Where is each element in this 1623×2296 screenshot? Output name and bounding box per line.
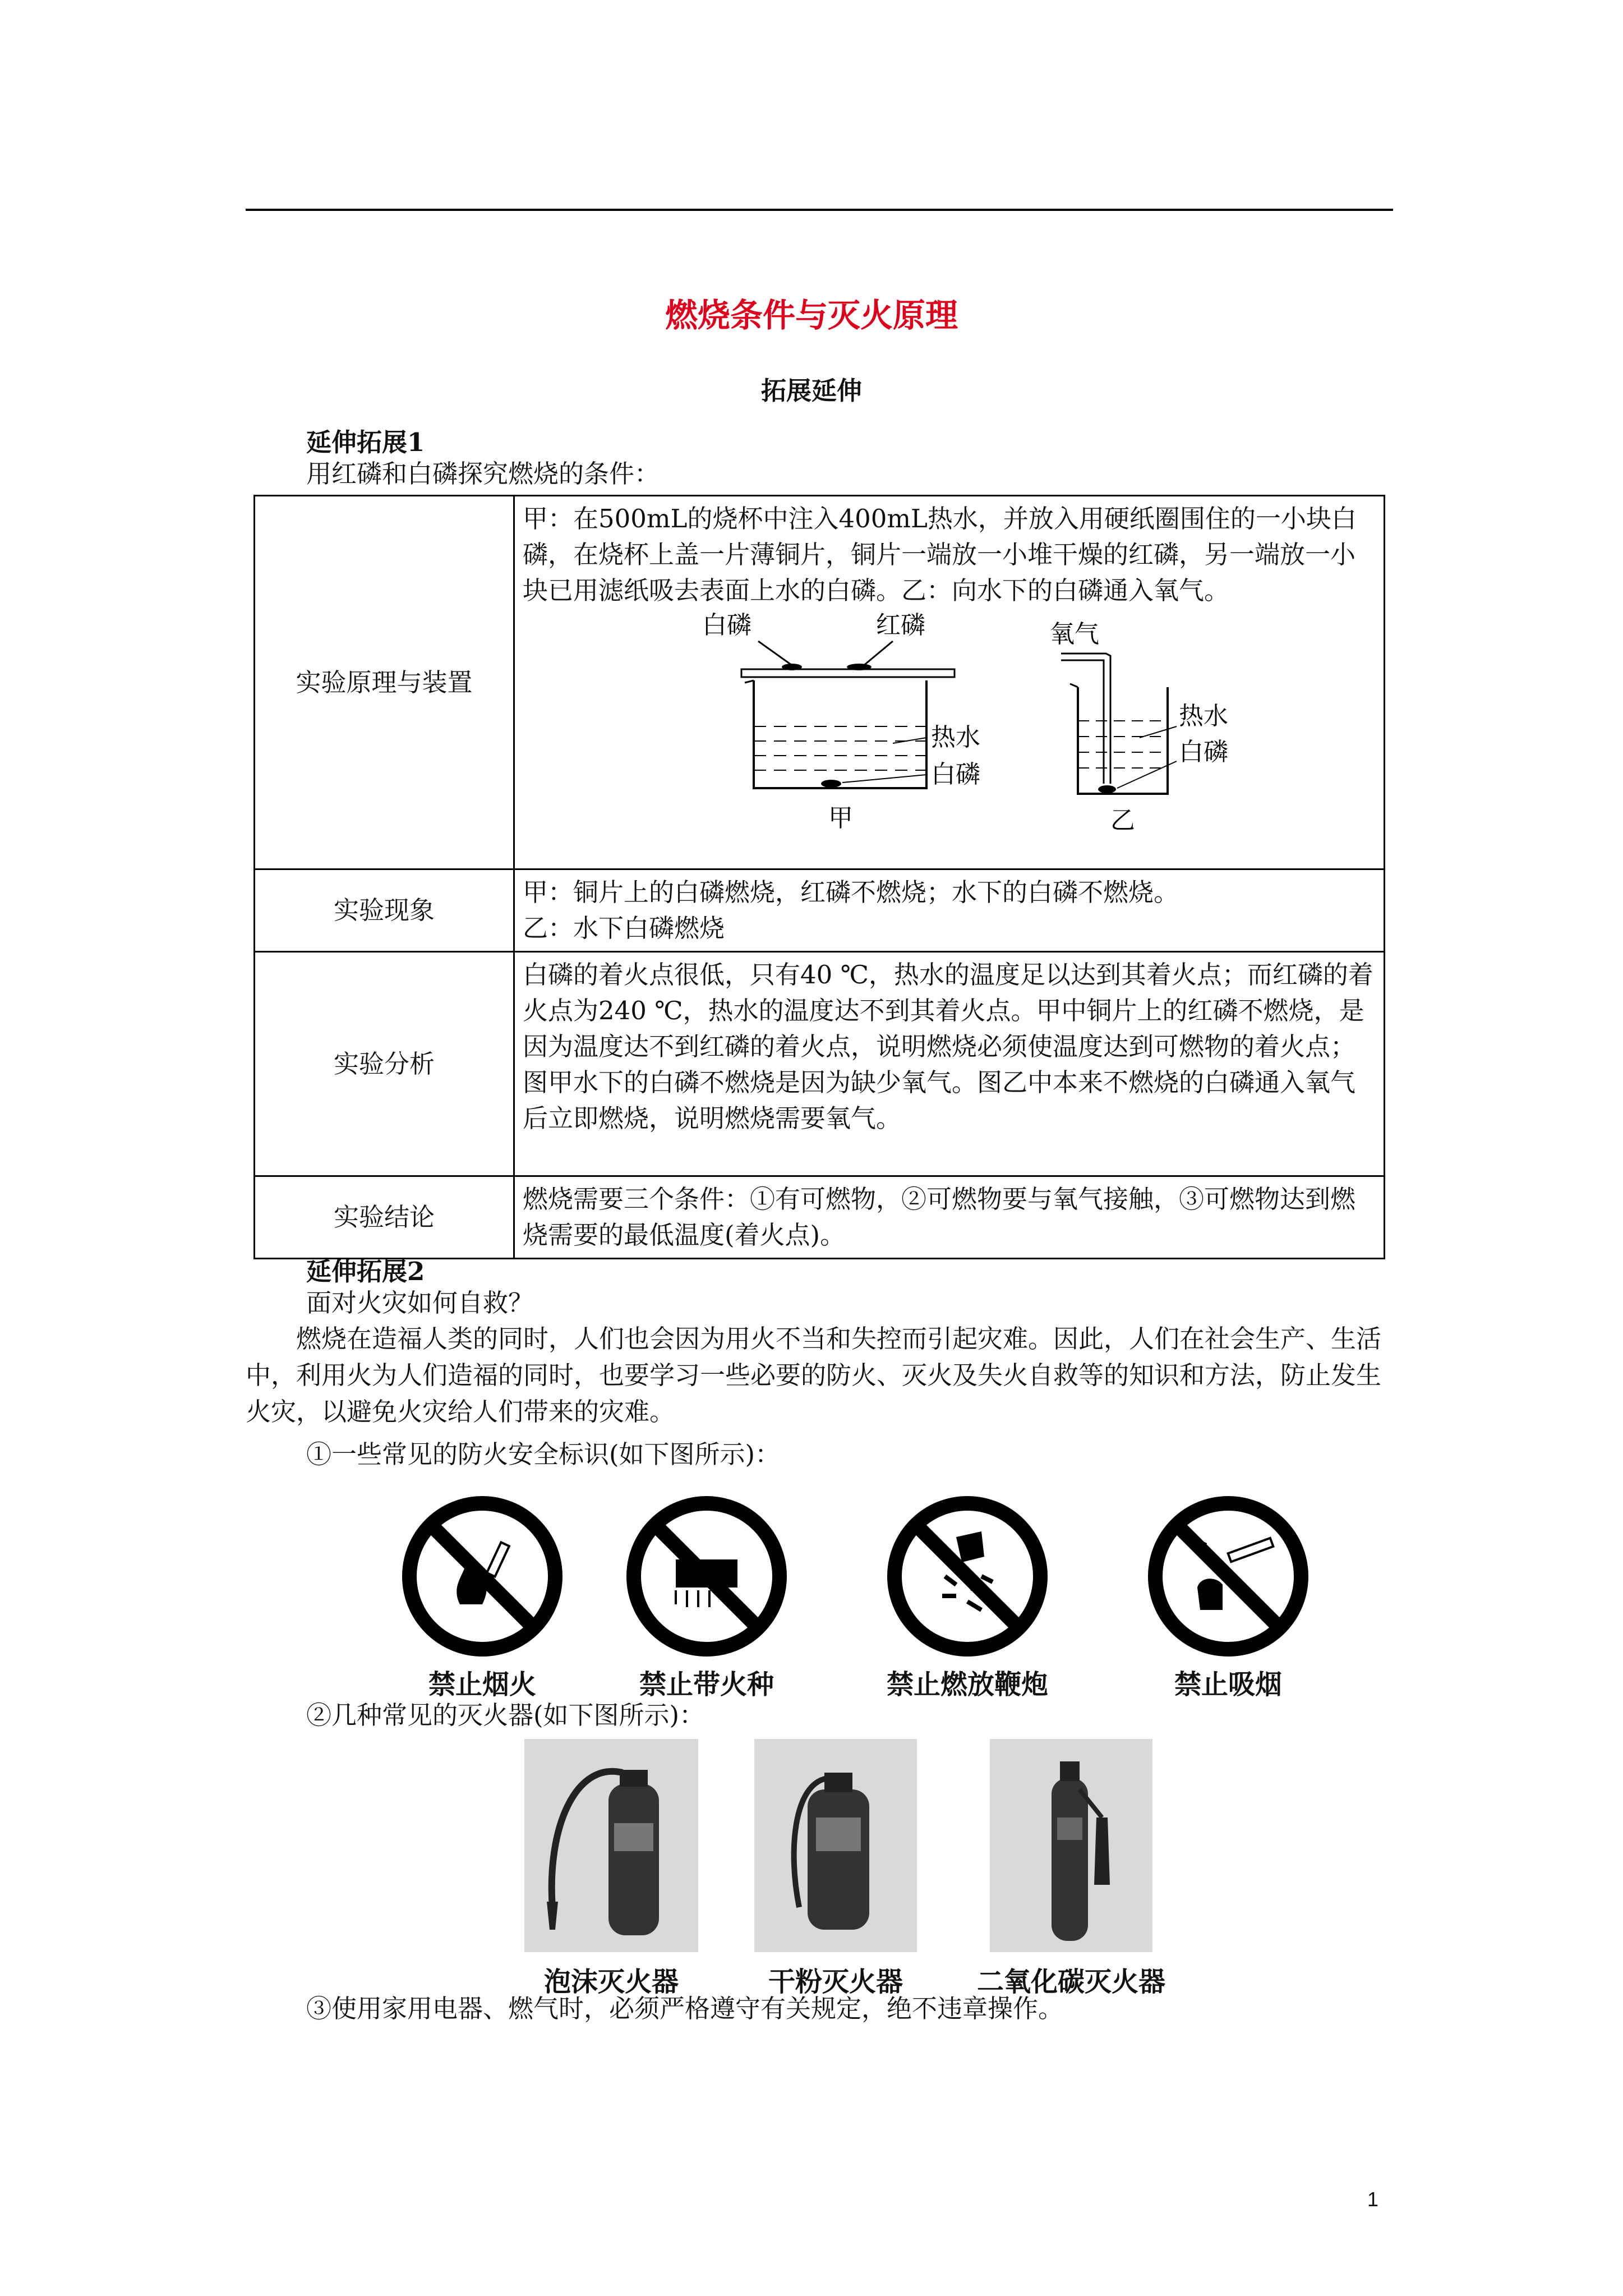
foam-extinguisher-image bbox=[524, 1739, 698, 1952]
table-row bbox=[255, 869, 1385, 952]
no-firecrackers-icon bbox=[883, 1492, 1052, 1660]
setup-text: 甲：在500mL的烧杯中注入400mL热水，并放入用硬纸圈围住的一小块白磷，在烧杯上盖一片薄铜片，铜片一端放一小堆干燥的红磷，另一端放一小块已用滤纸吸去表面上水的白磷。乙：向水下的白磷通入氧气。 bbox=[523, 504, 1357, 605]
label-white-phosphorus: 白磷 bbox=[702, 611, 751, 639]
ext2-question: 面对火灾如何自救？ bbox=[306, 1288, 534, 1318]
row-content bbox=[514, 496, 1385, 869]
phenomenon-yi: 乙：水下白磷燃烧 bbox=[523, 913, 725, 943]
row-content: 燃烧需要三个条件：①有可燃物，②可燃物要与氧气接触，③可燃物达到燃烧需要的最低温度(着火点)。 bbox=[514, 1176, 1385, 1259]
label-hot-water: 热水 bbox=[931, 723, 980, 752]
sign-no-fire bbox=[387, 1492, 578, 1701]
sign-no-firecrackers bbox=[866, 1492, 1068, 1701]
item-appliances: ③使用家用电器、燃气时，必须严格遵守有关规定，绝不违章操作。 bbox=[306, 1994, 1064, 2023]
extinguisher-caption: 泡沫灭火器 bbox=[543, 1966, 679, 1998]
copper-sheet bbox=[741, 669, 955, 677]
row-content bbox=[514, 869, 1385, 952]
no-kindling-icon bbox=[623, 1492, 791, 1660]
sign-caption: 禁止燃放鞭炮 bbox=[886, 1669, 1048, 1700]
item-extinguishers: ②几种常见的灭火器(如下图所示)： bbox=[306, 1700, 705, 1730]
co2-extinguisher-image bbox=[990, 1739, 1152, 1952]
sign-caption: 禁止吸烟 bbox=[1174, 1669, 1282, 1700]
row-content: 白磷的着火点很低，只有40 ℃，热水的温度足以达到其着火点；而红磷的着火点为240 ℃，热水的温度达不到其着火点。甲中铜片上的红磷不燃烧，是因为温度达不到红磷的着火点，说明燃烧必须使温度达到可燃物的着火点；图甲水下的白磷不燃烧是因为缺少氧气。图乙中本来不燃烧的白磷通入氧气后立即燃烧，说明燃烧需要氧气。 bbox=[514, 952, 1385, 1176]
label-jia: 甲 bbox=[828, 804, 853, 832]
no-smoking-icon bbox=[1144, 1492, 1312, 1660]
sign-no-kindling bbox=[611, 1492, 802, 1701]
ext1-heading: 延伸拓展1 bbox=[306, 427, 425, 457]
page-title: 燃烧条件与灭火原理 bbox=[665, 296, 958, 334]
apparatus-diagram bbox=[691, 609, 1353, 833]
no-fire-icon bbox=[398, 1492, 566, 1660]
table-row bbox=[255, 952, 1385, 1176]
sign-no-smoking bbox=[1133, 1492, 1324, 1701]
label-white-phosphorus-water: 白磷 bbox=[931, 760, 980, 789]
extinguisher-foam bbox=[516, 1739, 707, 1999]
extinguisher-caption: 二氧化碳灭火器 bbox=[976, 1966, 1165, 1998]
sign-caption: 禁止烟火 bbox=[428, 1669, 536, 1700]
row-label: 实验原理与装置 bbox=[255, 496, 514, 869]
page-number: 1 bbox=[1367, 2188, 1379, 2211]
page-subtitle: 拓展延伸 bbox=[760, 376, 862, 406]
label-hot-water-yi: 热水 bbox=[1179, 702, 1228, 730]
label-oxygen: 氧气 bbox=[1050, 620, 1099, 648]
ext2-paragraph: 燃烧在造福人类的同时，人们也会因为用火不当和失控而引起灾难。因此，人们在社会生产、生活中，利用火为人们造福的同时，也要学习一些必要的防火、灭火及失火自救等的知识和方法，防止发生火灾，以避免火灾给人们带来的灾难。 bbox=[246, 1324, 1382, 1427]
sign-caption: 禁止带火种 bbox=[639, 1669, 774, 1700]
extinguisher-powder bbox=[746, 1739, 925, 1999]
item-signs: ①一些常见的防火安全标识(如下图所示)： bbox=[306, 1439, 781, 1469]
extinguisher-caption: 干粉灭火器 bbox=[768, 1966, 903, 1998]
label-red-phosphorus: 红磷 bbox=[876, 611, 925, 639]
table-row bbox=[255, 496, 1385, 869]
phenomenon-jia: 甲：铜片上的白磷燃烧，红磷不燃烧；水下的白磷不燃烧。 bbox=[523, 877, 1179, 907]
label-white-phosphorus-yi: 白磷 bbox=[1179, 738, 1228, 766]
row-label: 实验现象 bbox=[255, 869, 514, 952]
row-label: 实验结论 bbox=[255, 1176, 514, 1259]
extinguisher-co2 bbox=[959, 1739, 1183, 1999]
experiment-table bbox=[253, 495, 1385, 1259]
powder-extinguisher-image bbox=[754, 1739, 917, 1952]
label-yi: 乙 bbox=[1110, 806, 1135, 833]
ext2-heading: 延伸拓展2 bbox=[306, 1257, 425, 1286]
table-row bbox=[255, 1176, 1385, 1259]
ext1-intro: 用红磷和白磷探究燃烧的条件： bbox=[306, 459, 660, 489]
header-rule bbox=[246, 209, 1393, 211]
row-label: 实验分析 bbox=[255, 952, 514, 1176]
